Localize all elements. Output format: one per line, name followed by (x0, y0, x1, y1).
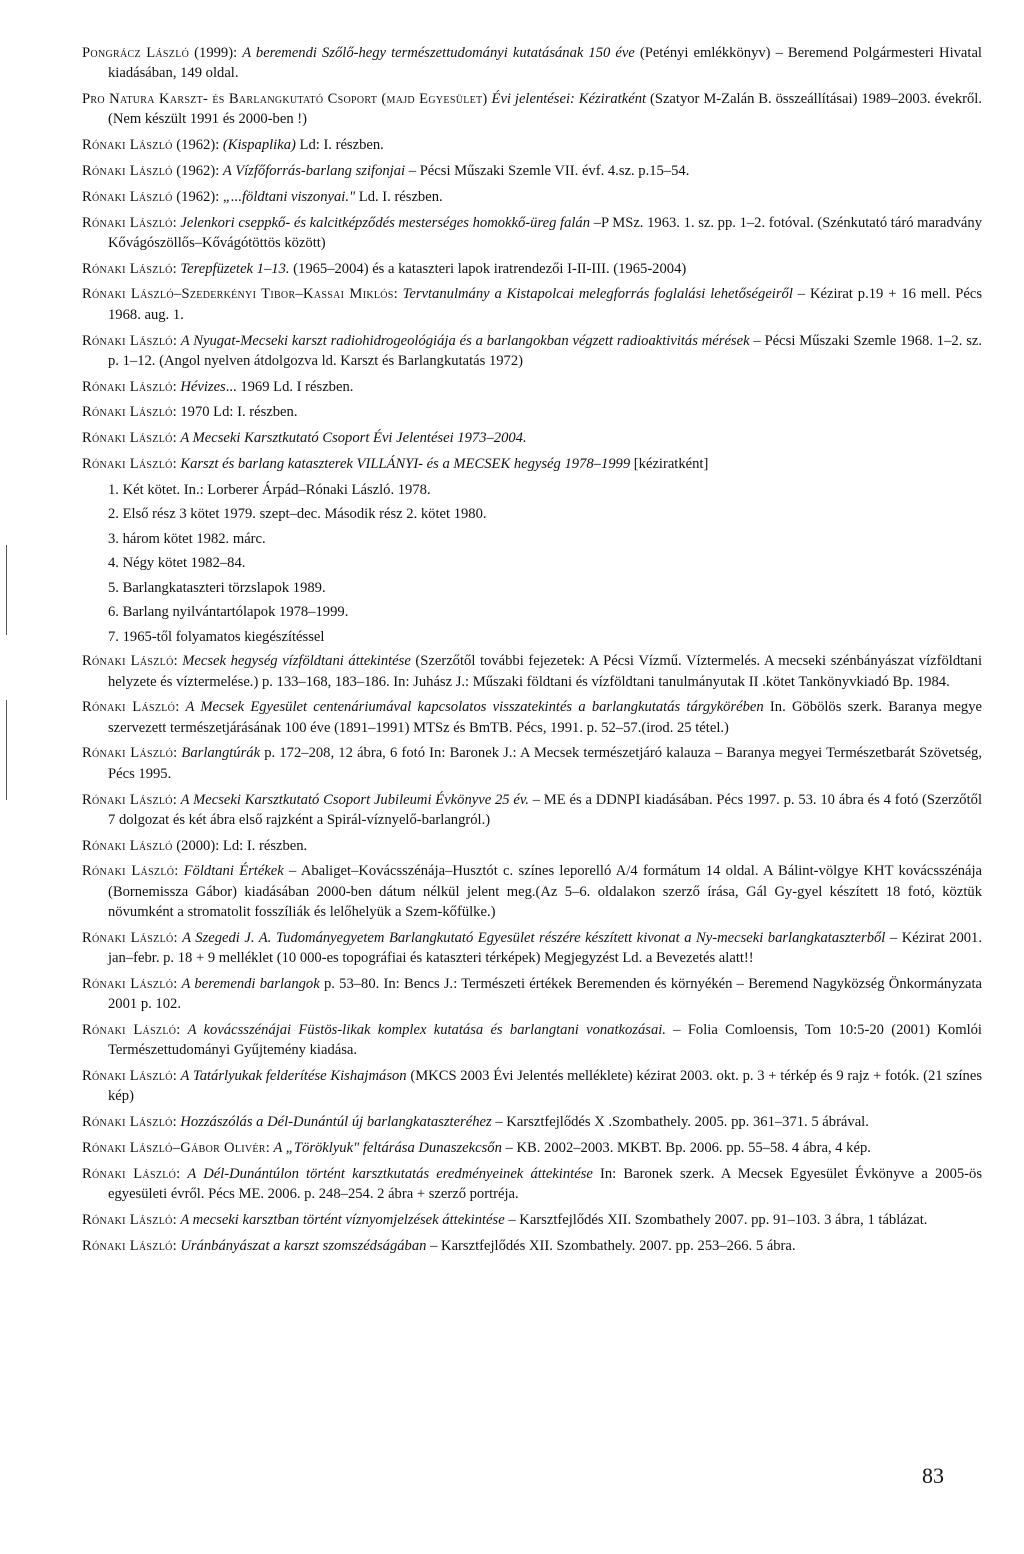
entry-year: (1999): (189, 45, 243, 61)
entry-title: Hozzászólás a Dél-Dunántúl új barlangkataszteréhez (180, 1114, 492, 1131)
bibliography-entry (82, 743, 982, 784)
sublist-item: 6. Barlang nyilvántartólapok 1978–1999. (108, 604, 349, 621)
bibliography-list-1 (82, 43, 982, 474)
entry-author: Rónaki László (82, 404, 173, 421)
bibliography-entry (82, 89, 982, 130)
bibliography-entry (82, 1138, 982, 1158)
bibliography-entry (82, 1020, 982, 1061)
sublist-item: 2. Első rész 3 kötet 1979. szept–dec. Második rész 2. kötet 1980. (108, 506, 487, 523)
entry-year: : (174, 863, 184, 880)
bibliography-entry (82, 1066, 982, 1107)
entry-year: : (172, 1068, 181, 1085)
entry-title: Barlangtúrák (181, 745, 261, 762)
entry-details: – KB. 2002–2003. MKBT. Bp. 2006. pp. 55–58. 4 ábra, 4 kép. (501, 1139, 871, 1156)
entry-title: A Mecseki Karsztkutató Csoport Évi Jelentései 1973–2004. (180, 430, 527, 447)
entry-details: – Pécsi Műszaki Szemle VII. évf. 4.sz. p.15–54. (405, 162, 690, 179)
entry-author: Rónaki László (82, 653, 174, 670)
entry-author: Rónaki László (82, 1021, 177, 1038)
entry-author: Rónaki László (82, 975, 174, 992)
entry-details: ... 1969 Ld. I részben. (225, 378, 354, 395)
entry-year: : (176, 1165, 188, 1182)
entry-author: Rónaki László (82, 137, 173, 154)
entry-title: „...földtani viszonyai." (222, 188, 356, 205)
bibliography-entry (82, 331, 982, 372)
bibliography-entry (82, 861, 982, 922)
entry-author: Pro Natura Karszt- és Barlangkutató Csoport (majd Egyesület) (82, 91, 488, 108)
entry-details: 1970 Ld: I. részben. (180, 404, 298, 421)
entry-year: : (172, 456, 181, 473)
entry-details: (1965–2004) és a kataszteri lapok iratrendezői I-II-III. (1965-2004) (289, 260, 687, 277)
bibliography-entry (82, 377, 982, 397)
entry-author: Rónaki László (82, 863, 175, 880)
entry-year: : (172, 214, 181, 231)
entry-author: Rónaki László (82, 188, 173, 205)
entry-author: Rónaki László (82, 1211, 173, 1228)
sublist-item: 5. Barlangkataszteri törzslapok 1989. (108, 579, 326, 596)
entry-title: A beremendi barlangok (181, 975, 320, 992)
bibliography-entry (82, 1236, 982, 1256)
entry-author: Rónaki László–Szederkényi Tibor–Kassai Miklós (82, 286, 394, 303)
entry-title: A Nyugat-Mecseki karszt radiohidrogeológiája és a barlangokban végzett radioaktivitás mérések (180, 332, 750, 349)
entry-title: Földtani Értékek (183, 863, 284, 880)
scan-edge-line-1 (6, 545, 7, 635)
entry-year: : (173, 653, 183, 670)
entry-details: (Szatyor M-Zalán B. összeállításai) 1989–2003. évekről. (Nem készült 1991 és 2000-ben !) (108, 91, 982, 128)
entry-year: : (265, 1139, 274, 1156)
entry-details: (MKCS 2003 Évi Jelentés melléklete) kézirat 2003. okt. p. 3 + térkép és 9 rajz + fotók. (21 színes kép) (108, 1068, 982, 1105)
entry-year: : (172, 1211, 181, 1228)
entry-details: Ld: I. részben. (222, 837, 308, 854)
bibliography-entry (82, 974, 982, 1015)
entry-author: Pongrácz László (82, 45, 190, 61)
entry-author: Rónaki László (82, 699, 176, 716)
entry-year: : (173, 745, 182, 762)
entry-title: A „Töröklyuk" feltárása Dunaszekcsőn (273, 1139, 502, 1156)
entry-details: – Abaliget–Kovácsszénája–Husztót c. színes leporelló A/4 formátum 14 oldal. A Bálint-völgye KHT kovácsszénája (Bornemissza Gábor) kiadásában 2000-ben dátum nélkül jelent meg.(Az 5–6. oldalakon szerző írása, Gál Gy-gyel készített 18 fotó, köztük növumként a stromatolit fosszíliák és lelőhelyük a Szem-kőfülke.) (108, 863, 983, 920)
sublist-item: 7. 1965-től folyamatos kiegészítéssel (108, 628, 325, 645)
entry-author: Rónaki László (82, 456, 173, 473)
entry-year: : (172, 791, 181, 808)
bibliography-entry (82, 1164, 982, 1205)
entry-details: –P MSz. 1963. 1. sz. pp. 1–2. fotóval. (Szénkutató táró maradvány Kővágószöllős–Kővágótöttös között) (108, 214, 982, 251)
entry-author: Rónaki László (82, 745, 174, 762)
entry-year: (1962): (172, 162, 223, 179)
scan-edge-line-2 (6, 700, 7, 800)
entry-author: Rónaki László (82, 430, 173, 447)
entry-title: A mecseki karsztban történt víznyomjelzések áttekintése (180, 1211, 505, 1228)
entry-year: : (172, 1114, 181, 1131)
entry-author: Rónaki László (82, 1237, 173, 1254)
entry-title: A Szegedi J. A. Tudományegyetem Barlangkutató Egyesület részére készített kivonat a Ny-mecseki barlangkataszterből (182, 929, 886, 946)
bibliography-entry (82, 135, 982, 155)
entry-details: – Folia Comloensis, Tom 10:5-20 (2001) Komlói Természettudományi Gyűjtemény kiadása. (108, 1021, 982, 1059)
entry-details: Ld. I. részben. (355, 188, 443, 205)
bibliography-page (82, 43, 982, 1261)
bibliography-entry (82, 1112, 982, 1132)
bibliography-entry (82, 790, 982, 831)
entry-title: A beremendi Szőlő-hegy természettudományi kutatásának 150 éve (242, 45, 635, 61)
bibliography-entry (82, 213, 982, 254)
bibliography-entry (82, 428, 982, 448)
entry-title: A Vízfőforrás-barlang szifonjai (222, 162, 406, 179)
sublist-item: 3. három kötet 1982. márc. (108, 530, 266, 547)
entry-author: Rónaki László (82, 929, 174, 946)
entry-title: Mecsek hegység vízföldtani áttekintése (182, 653, 411, 670)
entry-title: Terepfüzetek 1–13. (180, 260, 290, 277)
bibliography-entry (82, 697, 982, 738)
entry-title: Évi jelentései: Kéziratként (491, 91, 647, 108)
entry-details: – Karsztfejlődés XII. Szombathely. 2007. pp. 253–266. 5 ábra. (426, 1237, 796, 1254)
entry-author: Rónaki László (82, 378, 173, 395)
entry-year: : (173, 929, 183, 946)
bibliography-list-2 (82, 651, 982, 1256)
entry-author: Rónaki László (82, 1114, 173, 1131)
entry-details: Ld: I. részben. (295, 137, 384, 154)
entry-title: Karszt és barlang kataszterek VILLÁNYI- és a MECSEK hegység 1978–1999 (180, 456, 631, 473)
entry-title: Uránbányászat a karszt szomszédságában (180, 1237, 427, 1254)
entry-year: (1962): (172, 137, 223, 154)
bibliography-entry (82, 836, 982, 856)
entry-title: A Dél-Dunántúlon történt karsztkutatás eredményeinek áttekintése (187, 1165, 593, 1182)
sublist-item: 1. Két kötet. In.: Lorberer Árpád–Rónaki László. 1978. (108, 481, 431, 498)
entry-title: Tervtanulmány a Kistapolcai melegforrás foglalási lehetőségeiről (402, 286, 793, 303)
bibliography-entry (82, 284, 982, 325)
entry-title: A kovácsszénájai Füstös-likak komplex kutatása és barlangtani vonatkozásai. (187, 1021, 666, 1038)
entry-details: – Kézirat 2001. jan–febr. p. 18 + 9 melléklet (10 000-es topográfiai és kataszteri térképek) Megjegyzést Ld. a Bevezetés alatt!! (108, 929, 982, 967)
entry-author: Rónaki László–Gábor Olivér (82, 1139, 266, 1156)
entry-author: Rónaki László (82, 332, 173, 349)
entry-author: Rónaki László (82, 791, 173, 808)
entry-year: : (172, 332, 181, 349)
entry-year: (1962): (172, 188, 223, 205)
entry-details: (Petényi emlékkönyv) – Beremend Polgármesteri Hivatal kiadásában, 149 oldal. (108, 45, 982, 82)
sublist-item: 4. Négy kötet 1982–84. (108, 555, 246, 572)
bibliography-entry (82, 161, 982, 181)
entry-author: Rónaki László (82, 1165, 177, 1182)
entry-details: – Kézirat p.19 + 16 mell. Pécs 1968. aug. 1. (108, 286, 982, 323)
entry-title: (Kispaplika) (222, 137, 296, 154)
entry-title: A Tatárlyukak felderítése Kishajmáson (180, 1068, 407, 1085)
entry-details: – Pécsi Műszaki Szemle 1968. 1–2. sz. p. 1–12. (Angol nyelven átdolgozva ld. Karszt és Barlangkutatás 1972) (108, 332, 982, 369)
entry-year: : (172, 1237, 181, 1254)
entry-author: Rónaki László (82, 162, 173, 179)
entry-year: (2000): (172, 837, 223, 854)
bibliography-entry (82, 259, 982, 279)
entry-details: – Karsztfejlődés X .Szombathely. 2005. pp. 361–371. 5 ábrával. (491, 1114, 869, 1131)
bibliography-entry (82, 651, 982, 692)
entry-details: – Karsztfejlődés XII. Szombathely 2007. pp. 91–103. 3 ábra, 1 táblázat. (504, 1211, 928, 1228)
entry-year: : (172, 378, 181, 395)
entry-year: : (172, 260, 181, 277)
entry-year: : (172, 404, 181, 421)
entry-year: : (393, 286, 403, 303)
bibliography-entry (82, 1210, 982, 1230)
entry-title: Jelenkori cseppkő- és kalcitképződés mesterséges homokkő-üreg falán (180, 214, 591, 231)
entry-details: In. Göbölös szerk. Baranya megye szervezett természetjárásának 100 éve (1891–1991) MTSz és BmTB. Pécs, 1991. p. 52–57.(irod. 25 tétel.) (108, 699, 983, 736)
entry-details: p. 53–80. In: Bencs J.: Természeti értékek Beremenden és környékén – Beremend Nagyközség Önkormányzata 2001 p. 102. (108, 975, 983, 1013)
bibliography-entry (82, 43, 982, 84)
bibliography-entry (82, 187, 982, 207)
bibliography-entry (82, 454, 982, 474)
inventory-sublist (82, 480, 982, 647)
entry-author: Rónaki László (82, 214, 173, 231)
entry-details: – ME és a DDNPI kiadásában. Pécs 1997. p. 53. 10 ábra és 4 fotó (Szerzőtől 7 dolgozat és két ábra első rajzként a Spirál-víznyelő-barlangról.) (108, 791, 983, 828)
entry-year: : (173, 975, 182, 992)
entry-year: : (172, 430, 181, 447)
bibliography-entry (82, 928, 982, 969)
entry-details: (Szerzőtől további fejezetek: A Pécsi Vízmű. Víztermelés. A mecseki szénbányászat vízföldtani helyzete és víztermelése.) p. 133–168, 183–186. In: Juhász J.: Műszaki földtani és vízföldtani tanulmányutak II .kötet Tankönyvkiadó Bp. 1984. (108, 653, 982, 690)
entry-author: Rónaki László (82, 837, 173, 854)
entry-title: A Mecseki Karsztkutató Csoport Jubileumi Évkönyve 25 év. (180, 791, 529, 808)
entry-title: A Mecsek Egyesület centenáriumával kapcsolatos visszatekintés a barlangkutatás tárgykörében (185, 699, 764, 716)
entry-author: Rónaki László (82, 260, 173, 277)
entry-author: Rónaki László (82, 1068, 173, 1085)
entry-details: p. 172–208, 12 ábra, 6 fotó In: Baronek J.: A Mecsek természetjáró kalauza – Baranya megyei Természetbarát Szövetség, Pécs 1995. (108, 745, 983, 782)
entry-title: Hévizes (180, 378, 226, 395)
entry-year: : (176, 1021, 188, 1038)
bibliography-entry (82, 402, 982, 422)
entry-details: [kéziratként] (630, 456, 709, 473)
entry-details: In: Baronek szerk. A Mecsek Egyesület Évkönyve a 2005-ös egyesületi évről. Pécs ME. 2006. p. 248–254. 2 ábra + szerző portréja. (108, 1165, 983, 1203)
page-number: 83 (922, 1463, 944, 1488)
entry-year: : (175, 699, 186, 716)
